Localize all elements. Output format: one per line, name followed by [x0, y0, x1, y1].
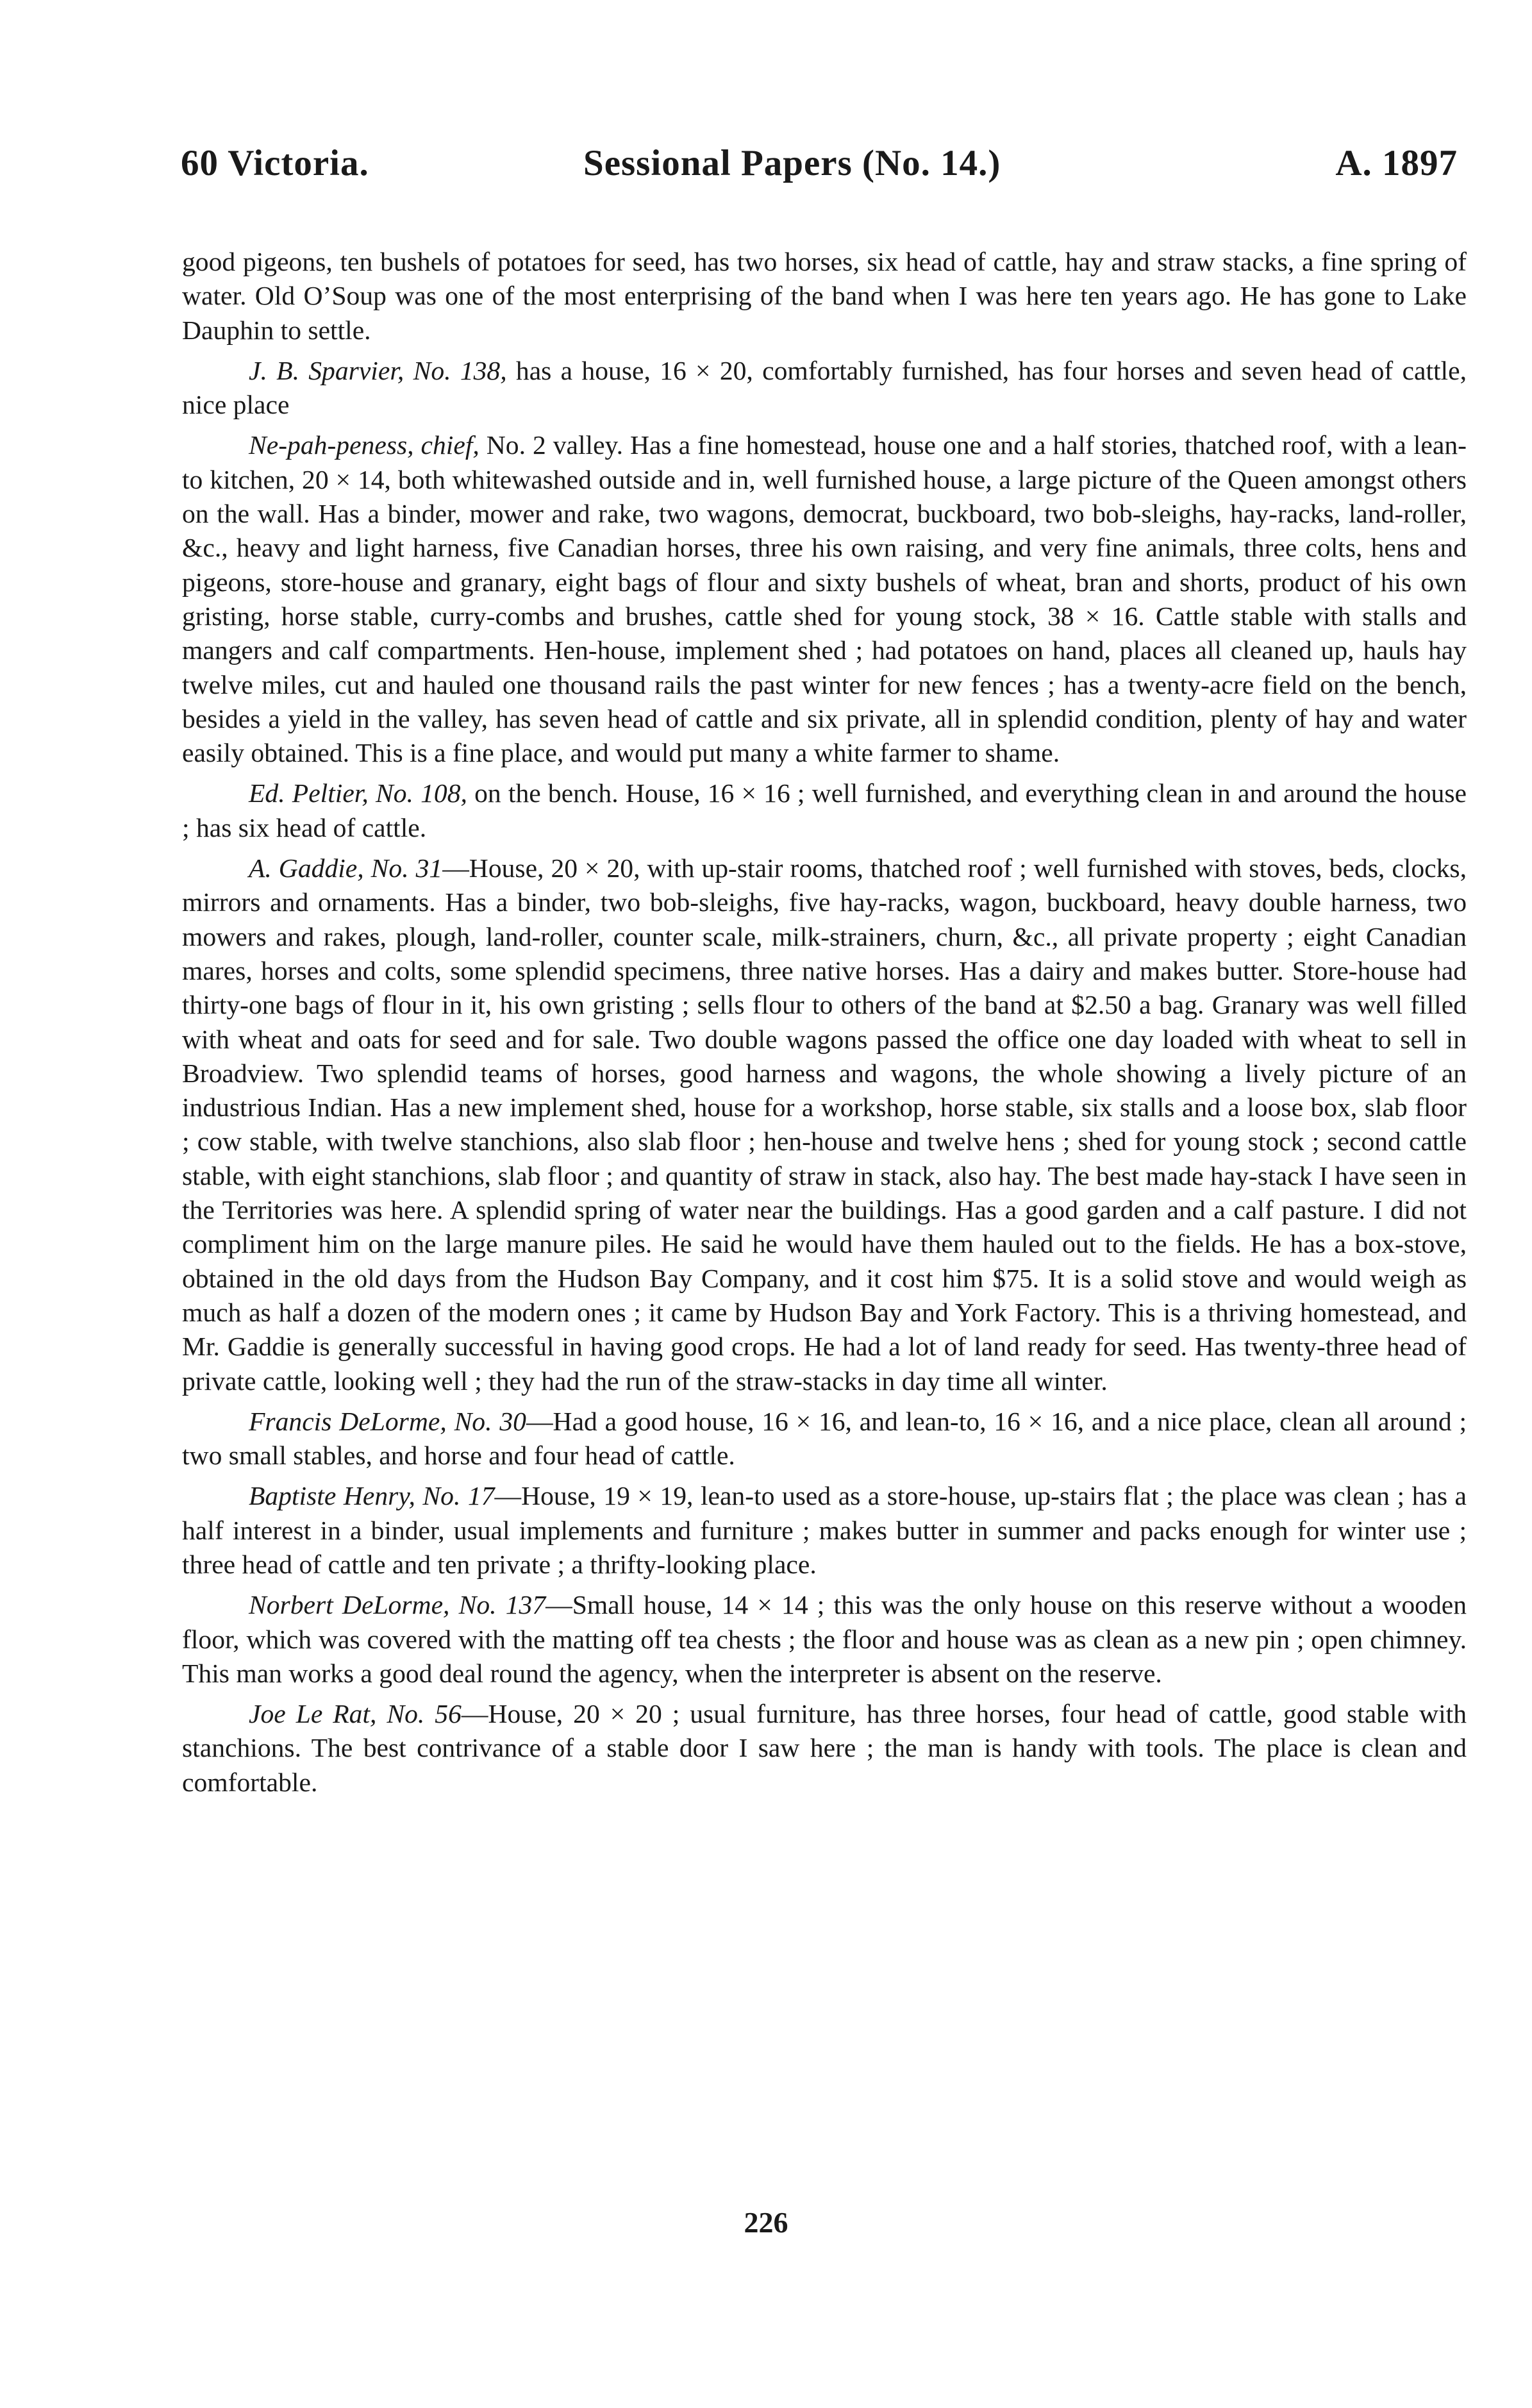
- running-header: [181, 142, 1458, 187]
- paragraph-name: Joe Le Rat, No. 56: [249, 1699, 462, 1729]
- paragraph-name: Norbert DeLorme, No. 137: [249, 1590, 546, 1620]
- paragraph: [182, 1588, 1467, 1691]
- paragraph-name: A. Gaddie, No. 31: [249, 853, 443, 883]
- paragraph-name: Ed. Peltier, No. 108,: [249, 778, 467, 808]
- paragraph-text: —House, 20 × 20, with up-stair rooms, thatched roof ; well furnished with stoves, beds, clocks, mirrors and ornaments. Has a binder, two bob-sleighs, five hay-racks, wagon, buckboard, heavy double harness, two mowers and rakes, plough, land-roller, counter scale, milk-strainers, churn, &c., all private property ; eight Canadian mares, horses and colts, some splendid specimens, three native horses. Has a dairy and makes butter. Store-house had thirty-one bags of flour in it, his own gristing ; sells flour to others of the band at $2.50 a bag. Granary was well filled with wheat and oats for seed and for sale. Two double wagons passed the office one day loaded with wheat to sell in Broadview. Two splendid teams of horses, good harness and wagons, the whole showing a lively picture of an industrious Indian. Has a new implement shed, house for a workshop, horse stable, six stalls and a loose box, slab floor ; cow stable, with twelve stanchions, also slab floor ; hen-house and twelve hens ; shed for young stock ; second cattle stable, with eight stanchions, slab floor ; and quantity of straw in stack, also hay. The best made hay-stack I have seen in the Territories was here. A splendid spring of water near the buildings. Has a good garden and a calf pasture. I did not compliment him on the large manure piles. He said he would have them hauled out to the fields. He has a box-stove, obtained in the old days from the Hudson Bay Company, and it cost him $75. It is a solid stove and would weigh as much as half a dozen of the modern ones ; it came by Hudson Bay and York Factory. This is a thriving homestead, and Mr. Gaddie is generally successful in having good crops. He had a lot of land ready for seed. Has twenty-three head of private cattle, looking well ; they had the run of the straw-stacks in day time all winter.: [182, 853, 1467, 1396]
- paragraph-text: —Had a good house, 16 × 16, and lean-to, 16 × 16, and a nice place, clean all around ; two small stables, and horse and four head of cattle.: [182, 1406, 1467, 1471]
- paragraph-text: good pigeons, ten bushels of potatoes for seed, has two horses, six head of cattle, hay and straw stacks, a fine spring of water. Old O’Soup was one of the most enterprising of the band when I was here ten years ago. He has gone to Lake Dauphin to settle.: [182, 247, 1467, 345]
- paragraph-text: No. 2 valley. Has a fine homestead, house one and a half stories, thatched roof, with a lean-to kitchen, 20 × 14, both whitewashed outside and in, well furnished house, a large picture of the Queen amongst others on the wall. Has a binder, mower and rake, two wagons, democrat, buckboard, two bob-sleighs, hay-racks, land-roller, &c., heavy and light harness, five Canadian horses, three his own raising, and very fine animals, three colts, hens and pigeons, store-house and granary, eight bags of flour and sixty bushels of wheat, bran and shorts, product of his own gristing, horse stable, curry-combs and brushes, cattle shed for young stock, 38 × 16. Cattle stable with stalls and mangers and calf compartments. Hen-house, implement shed ; had potatoes on hand, places all cleaned up, hauls hay twelve miles, cut and hauled one thousand rails the past winter for new fences ; has a twenty-acre field on the bench, besides a yield in the valley, has seven head of cattle and six private, all in splendid condition, plenty of hay and water easily obtained. This is a fine place, and would put many a white farmer to shame.: [182, 430, 1467, 768]
- paragraph: [182, 1697, 1467, 1800]
- header-title: Sessional Papers (No. 14.): [583, 143, 1001, 183]
- paragraph: [182, 1479, 1467, 1582]
- paragraph: [182, 245, 1467, 347]
- paragraph-name: Baptiste Henry, No. 17: [249, 1481, 495, 1511]
- paragraph-text: has a house, 16 × 20, comfortably furnished, has four horses and seven head of cattle, nice place: [182, 355, 1467, 420]
- paragraph-text: on the bench. House, 16 × 16 ; well furnished, and everything clean in and around the house ; has six head of cattle.: [182, 778, 1467, 842]
- paragraph-name: Francis DeLorme, No. 30: [249, 1406, 526, 1436]
- paragraph: [182, 428, 1467, 770]
- paragraph: [182, 354, 1467, 422]
- paragraph-name: Ne-pah-peness, chief,: [249, 430, 479, 460]
- header-session: 60 Victoria.: [181, 143, 369, 183]
- paragraph-name: J. B. Sparvier, No. 138,: [249, 355, 507, 385]
- paragraph-text: —House, 20 × 20 ; usual furniture, has three horses, four head of cattle, good stable with stanchions. The best contrivance of a stable door I saw here ; the man is handy with tools. The place is clean and comfortable.: [182, 1699, 1467, 1797]
- page-number: 226: [744, 2206, 788, 2239]
- paragraph: [182, 1405, 1467, 1473]
- paragraph: [182, 851, 1467, 1398]
- paragraph-text: —House, 19 × 19, lean-to used as a store-house, up-stairs flat ; the place was clean ; has a half interest in a binder, usual implements and furniture ; makes butter in summer and packs enough for winter use ; three head of cattle and ten private ; a thrifty-looking place.: [182, 1481, 1467, 1579]
- header-year: A. 1897: [1335, 143, 1458, 183]
- body-text: [182, 245, 1467, 1806]
- paragraph: [182, 776, 1467, 845]
- paragraph-text: —Small house, 14 × 14 ; this was the only house on this reserve without a wooden floor, which was covered with the matting off tea chests ; the floor and house was as clean as a new pin ; open chimney. This man works a good deal round the agency, when the interpreter is absent on the reserve.: [182, 1590, 1467, 1688]
